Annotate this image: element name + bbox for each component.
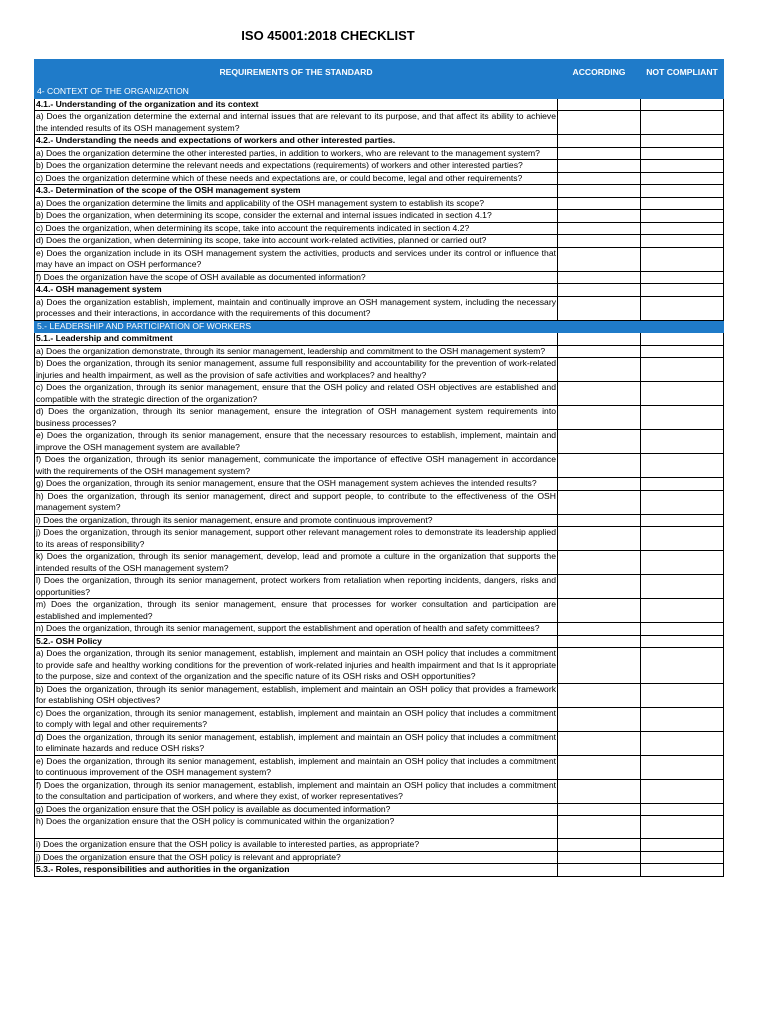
- not-compliant-cell[interactable]: [641, 382, 724, 406]
- according-cell[interactable]: [558, 147, 641, 160]
- according-cell[interactable]: [558, 382, 641, 406]
- question-text: f) Does the organization, through its senior management, communicate the importance of effective OSH management in accordance with the requirements of the OSH management system?: [36, 454, 556, 476]
- according-cell[interactable]: [558, 345, 641, 358]
- according-cell[interactable]: [558, 333, 641, 346]
- not-compliant-header: NOT COMPLIANT: [641, 60, 724, 86]
- not-compliant-cell[interactable]: [641, 816, 724, 839]
- question-text: b) Does the organization, when determining its scope, consider the external and internal issues indicated in section 4.1?: [35, 210, 558, 223]
- according-cell[interactable]: [558, 284, 641, 297]
- according-cell[interactable]: [558, 803, 641, 816]
- not-compliant-cell[interactable]: [641, 247, 724, 271]
- not-compliant-cell[interactable]: [641, 648, 724, 684]
- question-text: f) Does the organization have the scope of OSH available as documented information?: [35, 271, 558, 284]
- not-compliant-cell[interactable]: [641, 135, 724, 148]
- question-text: a) Does the organization determine the limits and applicability of the OSH management system to establish its scope?: [35, 197, 558, 210]
- not-compliant-cell[interactable]: [641, 683, 724, 707]
- header-row: [35, 60, 724, 86]
- subsection-title: 4.3.- Determination of the scope of the OSH management system: [35, 185, 558, 198]
- according-cell[interactable]: [558, 160, 641, 173]
- question-row: [35, 599, 724, 623]
- not-compliant-cell[interactable]: [641, 430, 724, 454]
- according-cell[interactable]: [558, 551, 641, 575]
- question-row: [35, 382, 724, 406]
- checklist-table: [34, 59, 724, 877]
- question-text: a) Does the organization demonstrate, through its senior management, leadership and commitment to the OSH management system?: [35, 345, 558, 358]
- not-compliant-cell[interactable]: [641, 235, 724, 248]
- question-row: [35, 707, 724, 731]
- question-text: a) Does the organization establish, implement, maintain and continually improve an OSH management system, including the necessary processes and their interactions, in accordance with the requirements of this document?: [36, 296, 556, 318]
- question-text: c) Does the organization, through its senior management, ensure that the OSH policy and related OSH objectives are established and compatible with the strategic direction of the organization?: [36, 382, 556, 404]
- not-compliant-cell[interactable]: [641, 111, 724, 135]
- question-text: g) Does the organization, through its senior management, ensure that the OSH management system achieves the intended results?: [35, 478, 558, 491]
- according-cell[interactable]: [558, 707, 641, 731]
- question-row: [35, 454, 724, 478]
- question-row: [35, 160, 724, 173]
- question-text: e) Does the organization, through its senior management, ensure that the necessary resources to establish, implement, maintain and improve the OSH management system are available?: [36, 430, 556, 452]
- question-row: [35, 111, 724, 135]
- question-row: [35, 235, 724, 248]
- not-compliant-cell[interactable]: [641, 185, 724, 198]
- not-compliant-cell[interactable]: [641, 98, 724, 111]
- not-compliant-cell[interactable]: [641, 271, 724, 284]
- question-text: j) Does the organization ensure that the OSH policy is relevant and appropriate?: [35, 851, 558, 864]
- question-row: [35, 683, 724, 707]
- document-title: ISO 45001:2018 CHECKLIST: [241, 28, 415, 43]
- according-cell[interactable]: [558, 430, 641, 454]
- question-row: [35, 551, 724, 575]
- subsection-row: [35, 864, 724, 877]
- according-cell[interactable]: [558, 406, 641, 430]
- question-text: i) Does the organization ensure that the OSH policy is available to interested parties, as appropriate?: [35, 839, 558, 852]
- not-compliant-cell[interactable]: [641, 333, 724, 346]
- section-title: 5.- LEADERSHIP AND PARTICIPATION OF WORKERS: [35, 320, 724, 333]
- according-cell[interactable]: [558, 296, 641, 320]
- according-cell[interactable]: [558, 247, 641, 271]
- question-row: [35, 247, 724, 271]
- question-row: [35, 527, 724, 551]
- according-cell[interactable]: [558, 222, 641, 235]
- according-cell[interactable]: [558, 816, 641, 839]
- question-row: [35, 779, 724, 803]
- checklist-body: [35, 86, 724, 877]
- according-cell[interactable]: [558, 358, 641, 382]
- not-compliant-cell[interactable]: [641, 296, 724, 320]
- question-row: [35, 575, 724, 599]
- according-cell[interactable]: [558, 235, 641, 248]
- not-compliant-cell[interactable]: [641, 839, 724, 852]
- not-compliant-cell[interactable]: [641, 851, 724, 864]
- question-row: [35, 514, 724, 527]
- question-text: a) Does the organization determine the external and internal issues that are relevant to its purpose, and that affect its ability to achieve the intended results of its OSH management system?: [36, 111, 556, 133]
- according-cell[interactable]: [558, 111, 641, 135]
- not-compliant-cell[interactable]: [641, 197, 724, 210]
- not-compliant-cell[interactable]: [641, 731, 724, 755]
- subsection-title: 5.3.- Roles, responsibilities and authorities in the organization: [35, 864, 558, 877]
- according-cell[interactable]: [558, 98, 641, 111]
- according-cell[interactable]: [558, 514, 641, 527]
- checklist-sheet: [34, 59, 723, 877]
- subsection-row: [35, 185, 724, 198]
- question-row: [35, 172, 724, 185]
- question-text: b) Does the organization, through its senior management, establish, implement and maintain an OSH policy that provides a framework for establishing OSH objectives?: [36, 683, 556, 705]
- question-text: m) Does the organization, through its senior management, ensure that processes for worker consultation and participation are established and implemented?: [36, 599, 556, 621]
- not-compliant-cell[interactable]: [641, 599, 724, 623]
- question-row: [35, 358, 724, 382]
- according-header: ACCORDING: [558, 60, 641, 86]
- subsection-title: 4.4.- OSH management system: [35, 284, 558, 297]
- question-text: d) Does the organization, through its senior management, establish, implement and maintain an OSH policy that includes a commitment to eliminate hazards and reduce OSH risks?: [36, 731, 556, 753]
- according-cell[interactable]: [558, 210, 641, 223]
- not-compliant-cell[interactable]: [641, 514, 724, 527]
- according-cell[interactable]: [558, 731, 641, 755]
- question-row: [35, 851, 724, 864]
- according-cell[interactable]: [558, 839, 641, 852]
- according-cell[interactable]: [558, 623, 641, 636]
- according-cell[interactable]: [558, 454, 641, 478]
- section-title: 4- CONTEXT OF THE ORGANIZATION: [35, 86, 724, 99]
- question-text: a) Does the organization, through its senior management, establish, implement and maintain an OSH policy that includes a commitment to provide safe and healthy working conditions for the prevention of work-related injuries and health impairment and that Is it appropriate to the purpose, size and context of the organization and the specific nature of its OSH risks and OSH opportunities?: [36, 648, 556, 681]
- not-compliant-cell[interactable]: [641, 864, 724, 877]
- according-cell[interactable]: [558, 851, 641, 864]
- question-row: [35, 490, 724, 514]
- not-compliant-cell[interactable]: [641, 551, 724, 575]
- subsection-title: 4.2.- Understanding the needs and expectations of workers and other interested parties.: [35, 135, 558, 148]
- question-row: [35, 430, 724, 454]
- according-cell[interactable]: [558, 648, 641, 684]
- not-compliant-cell[interactable]: [641, 222, 724, 235]
- subsection-row: [35, 284, 724, 297]
- according-cell[interactable]: [558, 575, 641, 599]
- section-row: [35, 86, 724, 99]
- according-cell[interactable]: [558, 490, 641, 514]
- question-text: h) Does the organization, through its senior management, direct and support people, to contribute to the effectiveness of the OSH management system?: [36, 490, 556, 512]
- question-text: g) Does the organization ensure that the OSH policy is available as documented information?: [35, 803, 558, 816]
- not-compliant-cell[interactable]: [641, 635, 724, 648]
- question-text: c) Does the organization, through its senior management, establish, implement and maintain an OSH policy that includes a commitment to comply with legal and other requirements?: [36, 707, 556, 729]
- question-row: [35, 197, 724, 210]
- question-row: [35, 147, 724, 160]
- section-row: [35, 320, 724, 333]
- subsection-row: [35, 98, 724, 111]
- question-row: [35, 731, 724, 755]
- question-row: [35, 478, 724, 491]
- question-text: h) Does the organization ensure that the OSH policy is communicated within the organization?: [35, 816, 558, 839]
- not-compliant-cell[interactable]: [641, 284, 724, 297]
- question-row: [35, 345, 724, 358]
- question-text: j) Does the organization, through its senior management, support other relevant management roles to demonstrate its leadership applied to its areas of responsibility?: [36, 527, 556, 549]
- not-compliant-cell[interactable]: [641, 803, 724, 816]
- not-compliant-cell[interactable]: [641, 147, 724, 160]
- question-text: b) Does the organization, through its senior management, assume full responsibility and accountability for the prevention of work-related injuries and health impairment, as well as the provision of safe activities and workplaces? and healthy?: [36, 358, 556, 380]
- according-cell[interactable]: [558, 197, 641, 210]
- not-compliant-cell[interactable]: [641, 406, 724, 430]
- question-row: [35, 839, 724, 852]
- subsection-row: [35, 333, 724, 346]
- not-compliant-cell[interactable]: [641, 490, 724, 514]
- according-cell[interactable]: [558, 599, 641, 623]
- not-compliant-cell[interactable]: [641, 755, 724, 779]
- according-cell[interactable]: [558, 779, 641, 803]
- question-text: a) Does the organization determine the other interested parties, in addition to workers, who are relevant to the management system?: [35, 147, 558, 160]
- question-row: [35, 271, 724, 284]
- question-text: i) Does the organization, through its senior management, ensure and promote continuous improvement?: [35, 514, 558, 527]
- not-compliant-cell[interactable]: [641, 707, 724, 731]
- question-row: [35, 755, 724, 779]
- according-cell[interactable]: [558, 478, 641, 491]
- question-text: b) Does the organization determine the relevant needs and expectations (requirements) of workers and other interested parties?: [35, 160, 558, 173]
- question-text: l) Does the organization, through its senior management, protect workers from retaliation when reporting incidents, dangers, risks and opportunities?: [36, 575, 556, 597]
- question-text: f) Does the organization, through its senior management, establish, implement and maintain an OSH policy that includes a commitment to the consultation and participation of workers, and where they exist, of worker representatives?: [36, 779, 556, 801]
- according-cell[interactable]: [558, 271, 641, 284]
- according-cell[interactable]: [558, 864, 641, 877]
- subsection-title: 5.2.- OSH Policy: [35, 635, 558, 648]
- question-text: k) Does the organization, through its senior management, develop, lead and promote a culture in the organization that supports the intended results of the OSH management system?: [36, 551, 556, 573]
- not-compliant-cell[interactable]: [641, 779, 724, 803]
- not-compliant-cell[interactable]: [641, 527, 724, 551]
- subsection-row: [35, 135, 724, 148]
- question-row: [35, 648, 724, 684]
- requirements-header: REQUIREMENTS OF THE STANDARD: [35, 60, 558, 86]
- question-row: [35, 210, 724, 223]
- subsection-row: [35, 635, 724, 648]
- question-row: [35, 623, 724, 636]
- not-compliant-cell[interactable]: [641, 623, 724, 636]
- question-text: n) Does the organization, through its senior management, support the establishment and operation of health and safety committees?: [35, 623, 558, 636]
- not-compliant-cell[interactable]: [641, 210, 724, 223]
- not-compliant-cell[interactable]: [641, 478, 724, 491]
- question-row: [35, 803, 724, 816]
- question-row: [35, 406, 724, 430]
- question-row: [35, 816, 724, 839]
- subsection-title: 5.1.- Leadership and commitment: [35, 333, 558, 346]
- question-text: d) Does the organization, when determining its scope, take into account work-related activities, planned or carried out?: [35, 235, 558, 248]
- question-text: e) Does the organization include in its OSH management system the activities, products and services under its control or influence that may have an impact on OSH performance?: [36, 247, 556, 269]
- question-row: [35, 296, 724, 320]
- not-compliant-cell[interactable]: [641, 172, 724, 185]
- question-text: c) Does the organization determine which of these needs and expectations are, or could become, legal and other requirements?: [35, 172, 558, 185]
- according-cell[interactable]: [558, 527, 641, 551]
- question-row: [35, 222, 724, 235]
- according-cell[interactable]: [558, 172, 641, 185]
- according-cell[interactable]: [558, 185, 641, 198]
- not-compliant-cell[interactable]: [641, 454, 724, 478]
- not-compliant-cell[interactable]: [641, 160, 724, 173]
- according-cell[interactable]: [558, 755, 641, 779]
- question-text: d) Does the organization, through its senior management, ensure the integration of OSH management system requirements into business processes?: [36, 406, 556, 428]
- question-text: c) Does the organization, when determining its scope, take into account the requirements indicated in section 4.2?: [35, 222, 558, 235]
- not-compliant-cell[interactable]: [641, 358, 724, 382]
- according-cell[interactable]: [558, 683, 641, 707]
- not-compliant-cell[interactable]: [641, 345, 724, 358]
- according-cell[interactable]: [558, 635, 641, 648]
- according-cell[interactable]: [558, 135, 641, 148]
- not-compliant-cell[interactable]: [641, 575, 724, 599]
- question-text: e) Does the organization, through its senior management, establish, implement and maintain an OSH policy that includes a commitment to continuous improvement of the OSH management system?: [36, 755, 556, 777]
- subsection-title: 4.1.- Understanding of the organization and its context: [35, 98, 558, 111]
